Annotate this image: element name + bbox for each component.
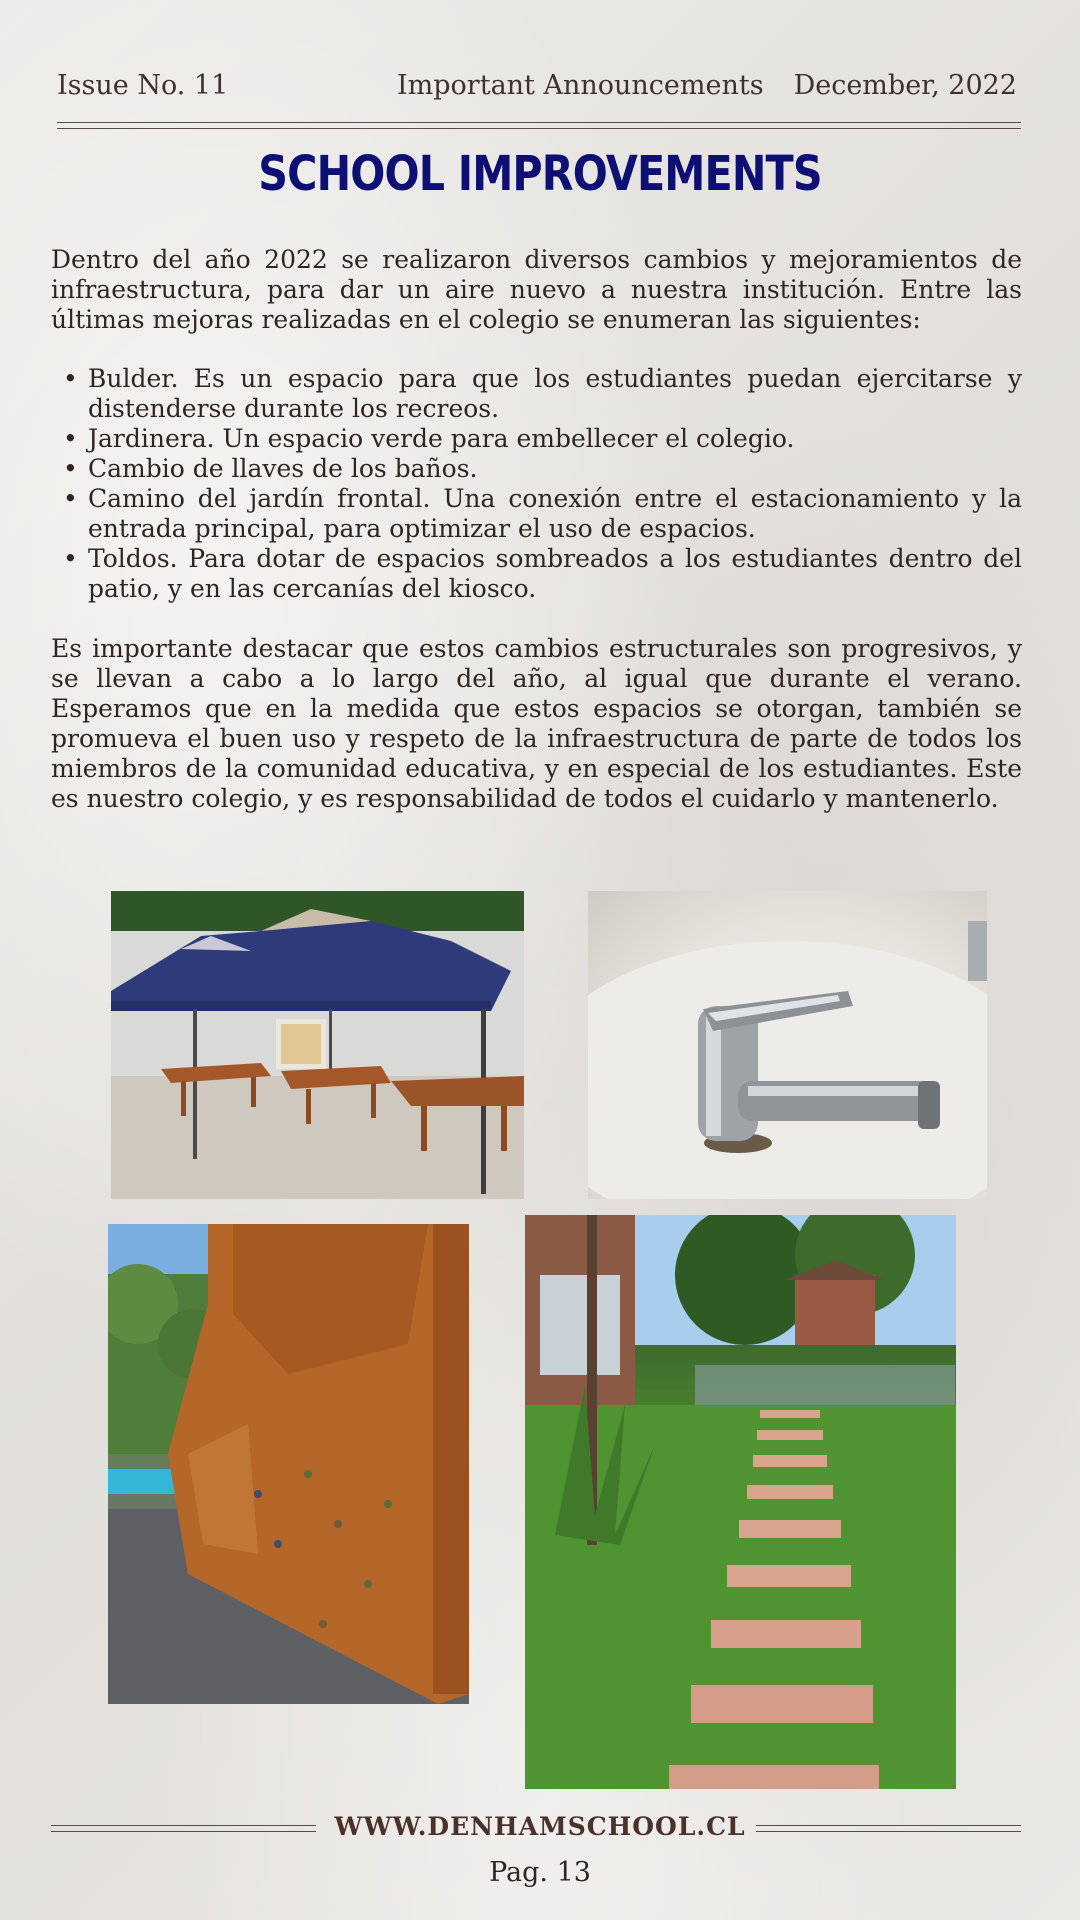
website-url: WWW.DENHAMSCHOOL.CL [334, 1812, 746, 1841]
issue-date: December, 2022 [793, 70, 1017, 101]
header-divider-top [57, 122, 1021, 123]
page-number: Pag. 13 [489, 1857, 591, 1888]
list-item-text: Toldos. Para dotar de espacios sombreados a los estudiantes dentro del patio, y en las cercanías del kiosco. [88, 544, 1022, 603]
issue-header [57, 70, 1017, 110]
photo-canopy-tents [111, 891, 524, 1199]
improvements-list [51, 364, 1022, 604]
issue-number: Issue No. 11 [57, 70, 229, 101]
section-label: Important Announcements [397, 70, 764, 101]
intro-paragraph: Dentro del año 2022 se realizaron diversos cambios y mejoramientos de infraestructura, para dar un aire nuevo a nuestra institución. Entre las últimas mejoras realizadas en el colegio se enumeran las siguientes: [51, 245, 1022, 334]
list-item: • Jardinera. Un espacio verde para embellecer el colegio. [63, 424, 795, 453]
header-divider-bottom [57, 128, 1021, 129]
list-item: • Cambio de llaves de los baños. [63, 454, 478, 483]
photo-garden-path [525, 1215, 956, 1789]
photo-climbing-wall [108, 1224, 469, 1704]
list-item-text: Camino del jardín frontal. Una conexión entre el estacionamiento y la entrada principal, para optimizar el uso de espacios. [88, 484, 1022, 543]
list-item-text: Jardinera. Un espacio verde para embellecer el colegio. [88, 424, 795, 453]
page-title: SCHOOL IMPROVEMENTS [258, 146, 822, 202]
list-item: • Toldos. Para dotar de espacios sombreados a los estudiantes dentro del patio, y en las cercanías del kiosco. [63, 544, 1022, 603]
list-item: • Bulder. Es un espacio para que los estudiantes puedan ejercitarse y distenderse durante los recreos. [63, 364, 1022, 423]
list-item-text: Bulder. Es un espacio para que los estudiantes puedan ejercitarse y distenderse durante los recreos. [88, 364, 1022, 423]
closing-paragraph: Es importante destacar que estos cambios estructurales son progresivos, y se llevan a cabo a lo largo del año, al igual que durante el verano. Esperamos que en la medida que estos espacios se otorgan, también se promueva el buen uso y respeto de la infraestructura de parte de todos los miembros de la comunidad educativa, y en especial de los estudiantes. Este es nuestro colegio, y es responsabilidad de todos el cuidarlo y mantenerlo. [51, 634, 1022, 813]
photo-faucet [588, 891, 987, 1199]
list-item: • Camino del jardín frontal. Una conexión entre el estacionamiento y la entrada principal, para optimizar el uso de espacios. [63, 484, 1022, 543]
list-item-text: Cambio de llaves de los baños. [88, 454, 478, 483]
